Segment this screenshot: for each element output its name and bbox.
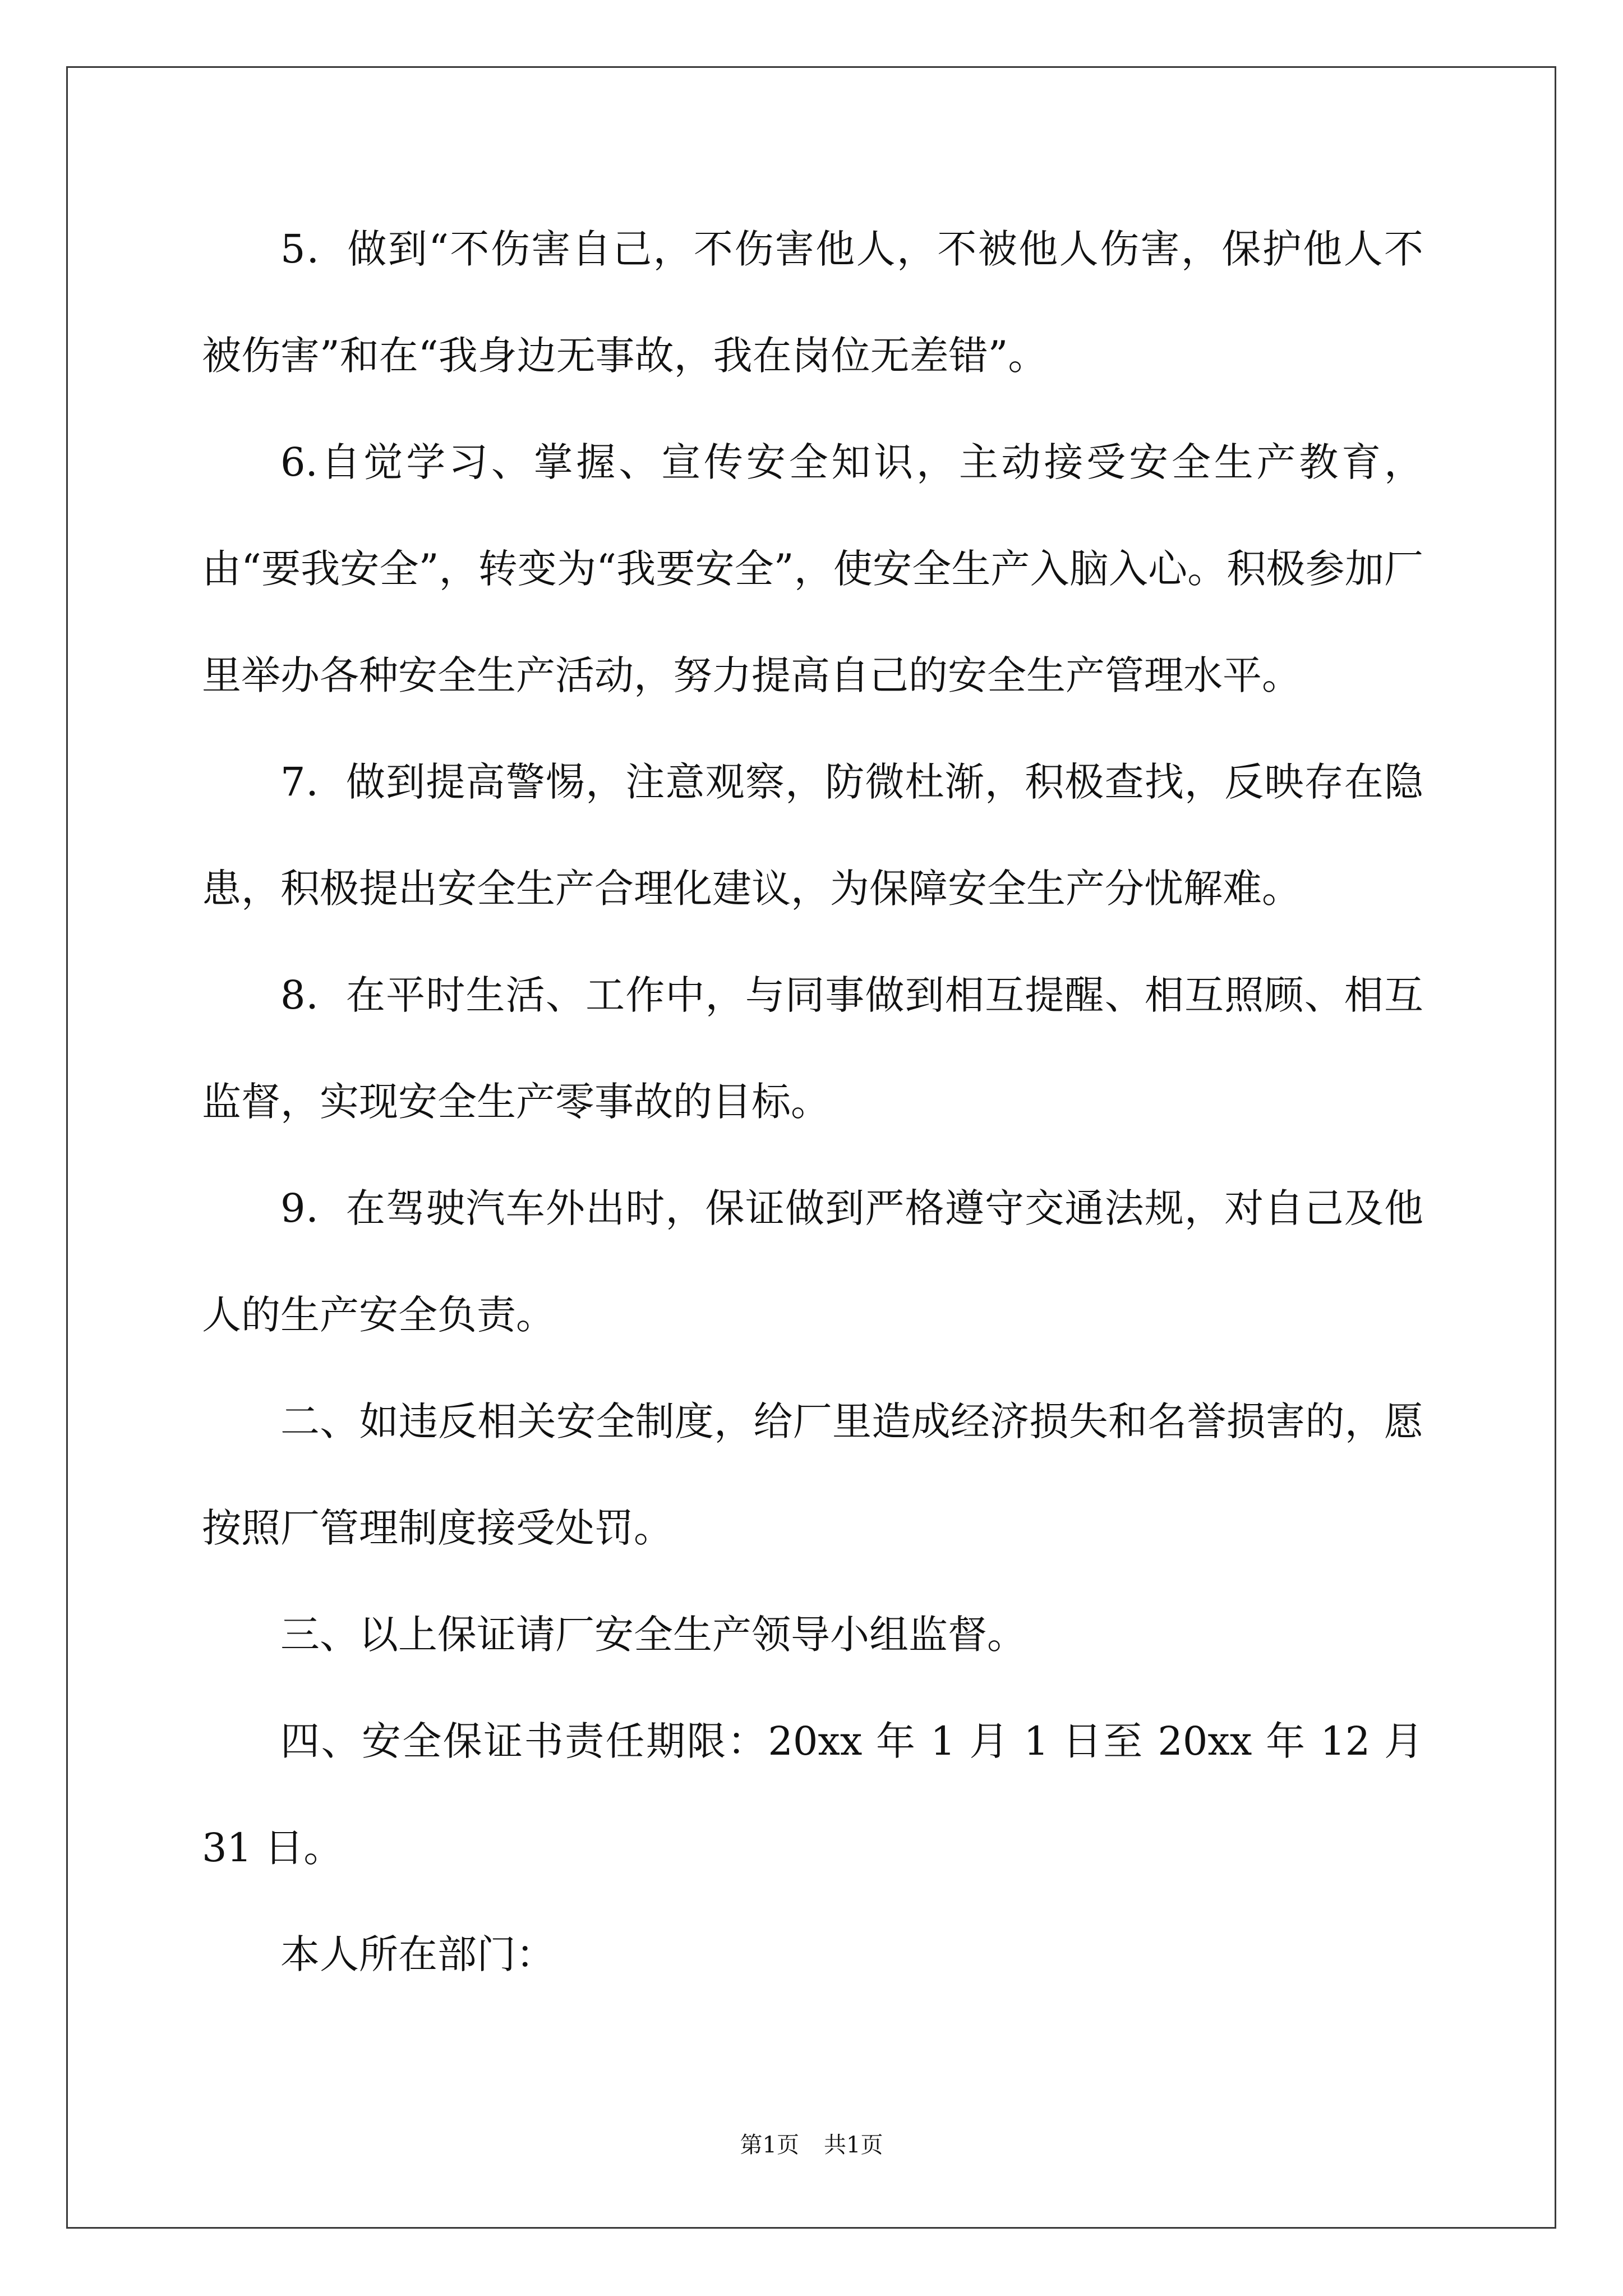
paragraph-section-2: 二、如违反相关安全制度，给厂里造成经济损失和名誉损害的，愿按照厂管理制度接受处罚。	[202, 1398, 1423, 1551]
page-number: 第1页	[740, 2132, 799, 2158]
paragraph-item-7: 7．做到提高警惕，注意观察，防微杜渐，积极查找，反映存在隐患，积极提出安全生产合理化建议，为保障安全生产分忧解难。	[202, 759, 1423, 912]
department-line: 本人所在部门：	[280, 1931, 555, 1977]
paragraph-item-8: 8．在平时生活、工作中，与同事做到相互提醒、相互照顾、相互监督，实现安全生产零事故的目标。	[202, 972, 1423, 1125]
paragraph-item-9: 9．在驾驶汽车外出时，保证做到严格遵守交通法规，对自己及他人的生产安全负责。	[202, 1185, 1423, 1338]
paragraph-item-5: 5．做到“不伤害自己，不伤害他人，不被他人伤害，保护他人不被伤害”和在“我身边无事故，我在岗位无差错”。	[202, 226, 1423, 379]
document-body	[202, 196, 1423, 2008]
paragraph-section-4: 四、安全保证书责任期限：20xx 年 1 月 1 日至 20xx 年 12 月 31 日。	[202, 1718, 1423, 1871]
paragraph-section-3: 三、以上保证请厂安全生产领导小组监督。	[280, 1612, 1026, 1658]
page-total: 共1页	[824, 2132, 883, 2158]
paragraph-item-6: 6.自觉学习、掌握、宣传安全知识，主动接受安全生产教育，由“要我安全”，转变为“我要安全”，使安全生产入脑入心。积极参加厂里举办各种安全生产活动，努力提高自己的安全生产管理水平。	[202, 439, 1423, 698]
page-footer	[0, 2132, 1623, 2159]
